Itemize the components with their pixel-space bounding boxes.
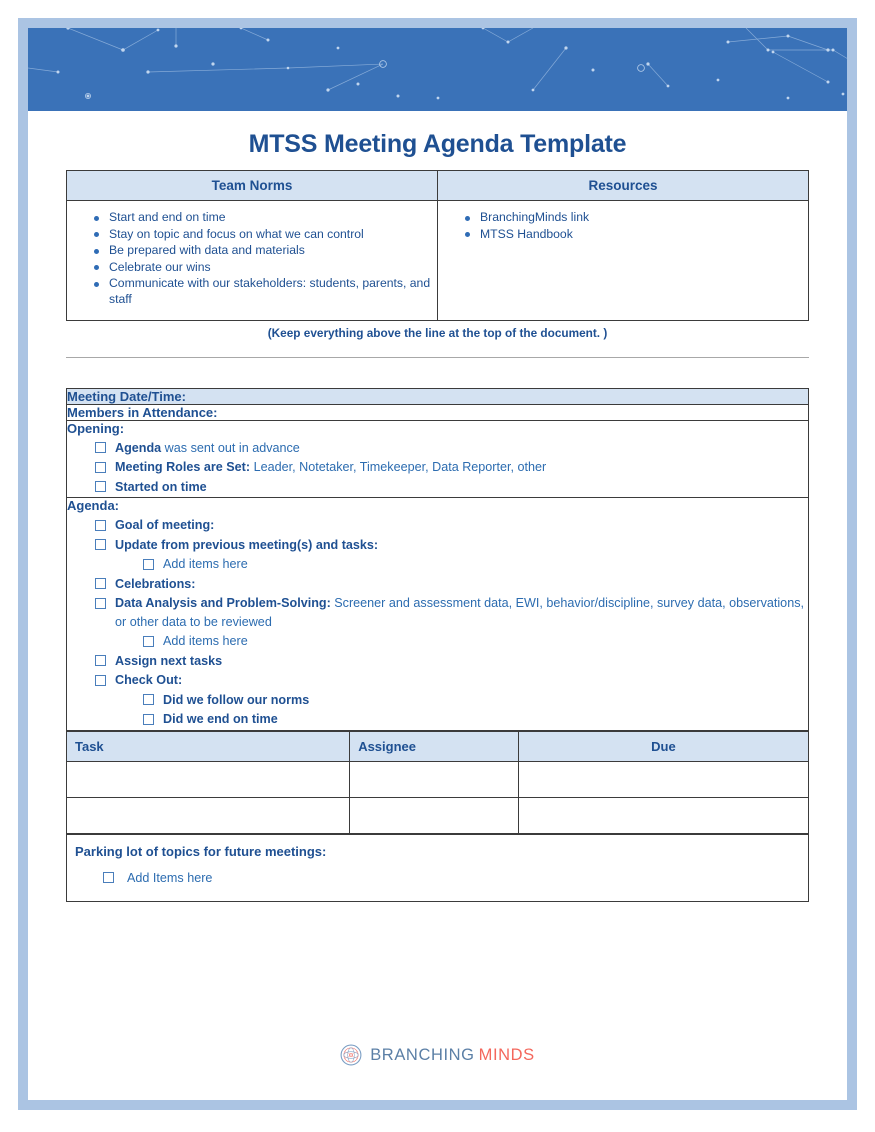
- agenda-checklist: [67, 516, 808, 729]
- norms-resources-table: [66, 170, 809, 321]
- checklist-item[interactable]: [103, 869, 800, 888]
- task-cell[interactable]: [67, 761, 350, 797]
- checkbox-icon[interactable]: [95, 598, 106, 609]
- page-title: MTSS Meeting Agenda Template: [248, 130, 627, 158]
- checklist-item-bold: Check Out:: [115, 673, 183, 688]
- meeting-datetime-row: [67, 388, 809, 404]
- team-norms-cell: [67, 201, 438, 321]
- checklist-item-rest: Leader, Notetaker, Timekeeper, Data Reporter, other: [250, 460, 547, 475]
- checkbox-icon[interactable]: [143, 694, 154, 705]
- agenda-table: [66, 388, 809, 731]
- parking-lot-checklist: [75, 869, 800, 888]
- task-cell[interactable]: [67, 797, 350, 833]
- checkbox-icon[interactable]: [143, 636, 154, 647]
- assignee-cell[interactable]: [350, 761, 519, 797]
- table-body-row: [67, 201, 809, 321]
- column-header-assignee: Assignee: [350, 731, 519, 761]
- page-frame: [18, 18, 857, 1110]
- checklist-item-bold: Meeting Roles are Set:: [115, 460, 251, 475]
- resources-cell: [438, 201, 809, 321]
- logo-text-branching: BRANCHING: [370, 1045, 475, 1064]
- parking-lot-heading: Parking lot of topics for future meetings:: [75, 843, 327, 859]
- checkbox-icon[interactable]: [95, 520, 106, 531]
- checklist-item-bold: Started on time: [115, 479, 207, 494]
- list-item: Start and end on time: [107, 210, 431, 226]
- checklist-item-bold: Did we end on time: [163, 712, 278, 727]
- task-header-row: [67, 731, 809, 761]
- checklist-item-bold: Data Analysis and Problem-Solving:: [115, 596, 331, 611]
- list-item: Be prepared with data and materials: [107, 243, 431, 259]
- checkbox-icon[interactable]: [95, 539, 106, 550]
- checkbox-icon[interactable]: [95, 578, 106, 589]
- checklist-item-rest: Add items here: [163, 557, 248, 572]
- resources-list: [444, 210, 802, 242]
- opening-heading: Opening:: [67, 420, 125, 436]
- constellation-graphic: [28, 28, 847, 111]
- list-item: Communicate with our stakeholders: students, parents, and staff: [109, 276, 431, 306]
- list-item: Stay on topic and focus on what we can control: [107, 227, 431, 243]
- checklist-item-rest: was sent out in advance: [161, 440, 300, 455]
- checklist-item-bold: Celebrations:: [115, 576, 196, 591]
- opening-checklist: [67, 439, 808, 497]
- checklist-item-rest: Add Items here: [127, 870, 213, 885]
- checklist-item[interactable]: [95, 478, 808, 497]
- parking-lot-table: [66, 834, 809, 903]
- agenda-heading: Agenda:: [67, 498, 119, 514]
- checklist-item[interactable]: [95, 439, 808, 458]
- checklist-item[interactable]: [143, 632, 808, 651]
- checkbox-icon[interactable]: [103, 872, 114, 883]
- column-header-due: Due: [518, 731, 808, 761]
- checklist-item[interactable]: [95, 458, 808, 477]
- checklist-item[interactable]: [95, 652, 808, 671]
- checklist-item[interactable]: [95, 516, 808, 535]
- checklist-item[interactable]: [95, 536, 808, 555]
- checkbox-icon[interactable]: [143, 559, 154, 570]
- page-canvas: [28, 28, 847, 1100]
- task-table: [66, 731, 809, 834]
- column-header-resources: Resources: [438, 171, 809, 201]
- list-item[interactable]: BranchingMinds link: [478, 210, 802, 226]
- keep-above-line-note: (Keep everything above the line at the top of the document. ): [267, 325, 608, 340]
- footer-logo: [28, 1044, 847, 1066]
- column-header-team-norms: Team Norms: [67, 171, 438, 201]
- members-attendance-label[interactable]: Members in Attendance:: [67, 404, 809, 420]
- checklist-item-rest: Add items here: [163, 634, 248, 649]
- members-row: [67, 404, 809, 420]
- parking-lot-row: [67, 834, 809, 902]
- agenda-section-cell: [67, 498, 809, 731]
- team-norms-list: [73, 210, 431, 308]
- checklist-item[interactable]: [143, 555, 808, 574]
- opening-cell: [67, 420, 809, 498]
- constellation-banner: [28, 28, 847, 111]
- checkbox-icon[interactable]: [95, 481, 106, 492]
- checklist-item[interactable]: [95, 671, 808, 690]
- column-header-task: Task: [67, 731, 350, 761]
- checklist-item[interactable]: [143, 710, 808, 729]
- agenda-section-row: [67, 498, 809, 731]
- assignee-cell[interactable]: [350, 797, 519, 833]
- checklist-item-bold: Agenda: [115, 440, 162, 455]
- table-row: [67, 797, 809, 833]
- checklist-item-bold: Goal of meeting:: [115, 518, 215, 533]
- checklist-item-bold: Assign next tasks: [115, 653, 223, 668]
- checklist-item-rest: Screener and assessment data, EWI, behavior/discipline, survey data, observations, or other data to be reviewed: [115, 596, 804, 629]
- checklist-item-bold: Did we follow our norms: [163, 692, 310, 707]
- checkbox-icon[interactable]: [95, 675, 106, 686]
- checklist-item-bold: Update from previous meeting(s) and tasks:: [115, 537, 379, 552]
- parking-lot-cell: [67, 834, 809, 902]
- meeting-datetime-label[interactable]: Meeting Date/Time:: [67, 388, 809, 404]
- checklist-item[interactable]: [143, 691, 808, 710]
- table-row: [67, 761, 809, 797]
- due-cell[interactable]: [518, 761, 808, 797]
- checklist-item[interactable]: [95, 575, 808, 594]
- network-globe-icon: [340, 1044, 362, 1066]
- opening-row: [67, 420, 809, 498]
- checklist-item[interactable]: [95, 594, 808, 631]
- section-divider: [66, 357, 809, 358]
- due-cell[interactable]: [518, 797, 808, 833]
- document-body: [28, 111, 847, 1100]
- list-item[interactable]: MTSS Handbook: [478, 227, 802, 243]
- checkbox-icon[interactable]: [95, 442, 106, 453]
- logo-text-minds: MINDS: [478, 1045, 535, 1064]
- checkbox-icon[interactable]: [143, 714, 154, 725]
- checkbox-icon[interactable]: [95, 655, 106, 666]
- checkbox-icon[interactable]: [95, 462, 106, 473]
- table-header-row: [67, 171, 809, 201]
- list-item: Celebrate our wins: [107, 260, 431, 276]
